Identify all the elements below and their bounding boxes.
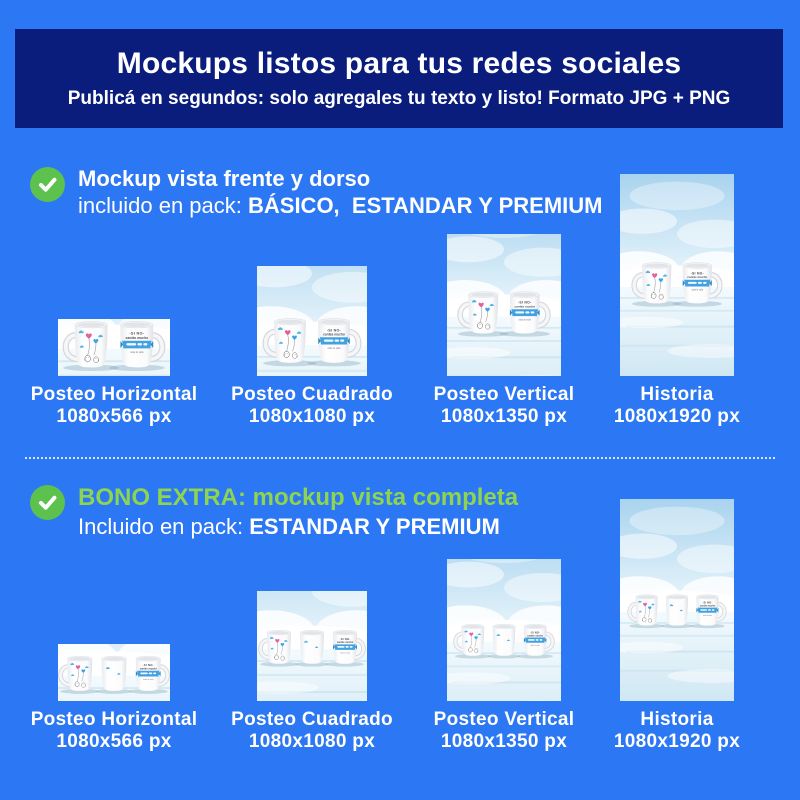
card-label: Historia — [640, 384, 714, 405]
card-label: Posteo Vertical — [433, 384, 575, 405]
bono-extra-label: BONO EXTRA: — [78, 484, 253, 511]
mockup-photo-historia — [620, 174, 734, 376]
pack-prefix: incluido en pack: — [78, 193, 248, 218]
card-label: Posteo Cuadrado — [231, 384, 393, 405]
pack-names: BÁSICO, ESTANDAR Y PREMIUM — [248, 193, 603, 218]
mockup-card — [24, 172, 204, 428]
page-title: Mockups listos para tus redes sociales — [116, 47, 682, 80]
mockup-photo-horizontal — [58, 644, 170, 701]
card-label: Posteo Horizontal — [30, 709, 198, 730]
card-label: Posteo Vertical — [433, 709, 575, 730]
card-size: 1080x1080 px — [248, 731, 376, 752]
section-title-rest: mockup vista completa — [252, 484, 519, 511]
card-size: 1080x1350 px — [440, 406, 568, 427]
mockup-card — [24, 497, 204, 753]
page-subtitle: Publicá en segundos: solo agregales tu texto y listo! Formato JPG + PNG — [67, 88, 731, 109]
card-size: 1080x1080 px — [248, 406, 376, 427]
mockup-card — [587, 497, 767, 753]
mockup-row-vista-completa — [0, 497, 800, 777]
pack-names: ESTANDAR Y PREMIUM — [249, 514, 500, 539]
mockup-photo-cuadrado — [257, 266, 367, 376]
mockup-photo-cuadrado — [257, 591, 367, 701]
mockup-card — [414, 172, 594, 428]
card-size: 1080x566 px — [56, 731, 172, 752]
card-size: 1080x1920 px — [613, 731, 741, 752]
mockup-card — [587, 172, 767, 428]
section-title: Mockup vista frente y dorso — [78, 166, 371, 191]
card-label: Historia — [640, 709, 714, 730]
mockup-photo-horizontal — [58, 319, 170, 376]
card-label: Posteo Cuadrado — [231, 709, 393, 730]
header-band — [15, 29, 783, 128]
card-size: 1080x1920 px — [613, 406, 741, 427]
card-size: 1080x566 px — [56, 406, 172, 427]
mockup-photo-historia — [620, 499, 734, 701]
mockup-photo-vertical — [447, 559, 561, 701]
dashed-divider — [25, 457, 775, 459]
card-label: Posteo Horizontal — [30, 384, 198, 405]
mockup-card — [222, 497, 402, 753]
mockup-card — [414, 497, 594, 753]
mockup-photo-vertical — [447, 234, 561, 376]
mockup-card — [222, 172, 402, 428]
pack-prefix: Incluido en pack: — [78, 514, 250, 539]
mockup-row-frente-dorso — [0, 172, 800, 452]
card-size: 1080x1350 px — [440, 731, 568, 752]
